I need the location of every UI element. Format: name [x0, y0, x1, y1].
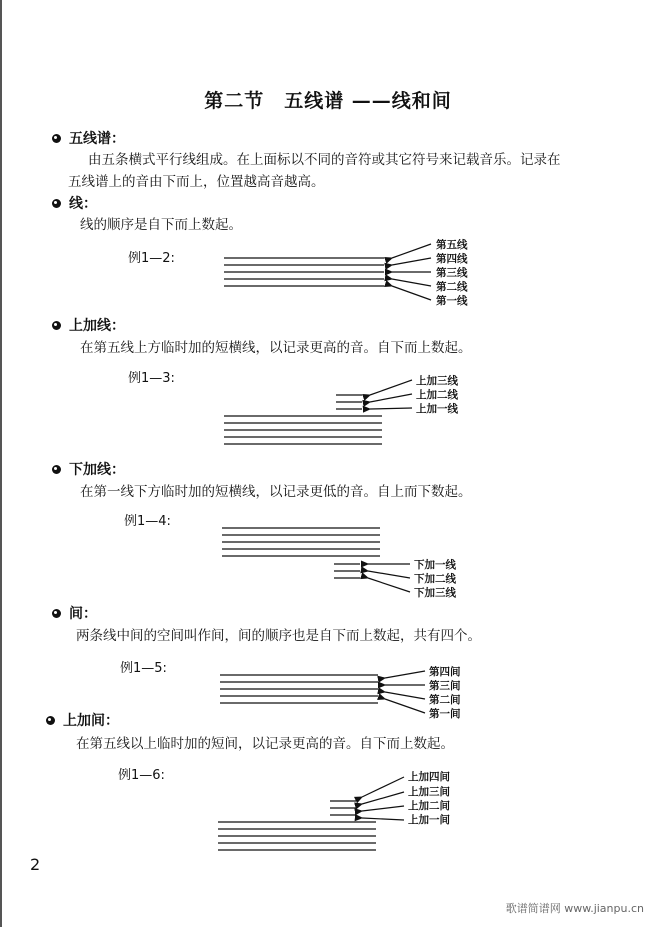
label-space-above-2: 上加二间 — [408, 800, 450, 812]
example-label-1-2: 例1—2: — [128, 251, 175, 266]
label-line-1: 第一线 — [436, 295, 468, 307]
para-spaces: 两条线中间的空间叫作间，间的顺序也是自下而上数起，共有四个。 — [76, 628, 481, 644]
label-ledger-below-3: 下加三线 — [414, 587, 456, 599]
label-space-above-1: 上加一间 — [408, 814, 450, 826]
label-space-1: 第一间 — [429, 708, 461, 720]
label-space-4: 第四间 — [429, 666, 461, 678]
label-space-3: 第三间 — [429, 680, 461, 692]
para-staff-line-2: 五线谱上的音由下而上，位置越高音越高。 — [68, 174, 325, 190]
staff-example-1-2 — [224, 244, 431, 300]
para-spaces-above: 在第五线以上临时加的短间，以记录更高的音。自下而上数起。 — [76, 736, 454, 752]
staff-example-1-3 — [224, 380, 412, 444]
heading-ledger-above: 上加线： — [69, 318, 125, 334]
heading-spaces: 间： — [69, 606, 97, 622]
label-space-2: 第二间 — [429, 694, 461, 706]
staff-example-1-6 — [218, 777, 404, 850]
label-space-above-3: 上加三间 — [408, 786, 450, 798]
example-label-1-4: 例1—4: — [124, 514, 171, 529]
label-ledger-below-2: 下加二线 — [414, 573, 456, 585]
heading-ledger-below: 下加线： — [69, 462, 125, 478]
heading-staff: 五线谱： — [69, 131, 125, 147]
label-line-2: 第二线 — [436, 281, 468, 293]
staff-example-1-5 — [220, 671, 425, 713]
label-ledger-above-1: 上加一线 — [416, 403, 458, 415]
example-label-1-3: 例1—3: — [128, 371, 175, 386]
para-lines: 线的顺序是自下而上数起。 — [80, 217, 242, 233]
heading-lines: 线： — [69, 196, 97, 212]
section-title: 第二节 五线谱 ——线和间 — [204, 90, 452, 112]
page-number: 2 — [30, 855, 41, 874]
para-staff-line-1: 由五条横式平行线组成。在上面标以不同的音符或其它符号来记载音乐。记录在 — [88, 152, 561, 168]
para-ledger-below: 在第一线下方临时加的短横线，以记录更低的音。自上而下数起。 — [80, 484, 472, 500]
example-label-1-5: 例1—5: — [120, 661, 167, 676]
label-ledger-above-2: 上加二线 — [416, 389, 458, 401]
label-line-5: 第五线 — [436, 239, 468, 251]
heading-spaces-above: 上加间： — [63, 713, 119, 729]
label-ledger-above-3: 上加三线 — [416, 375, 458, 387]
para-ledger-above: 在第五线上方临时加的短横线，以记录更高的音。自下而上数起。 — [80, 340, 472, 356]
watermark: 歌谱简谱网 www.jianpu.cn — [505, 902, 644, 915]
staff-example-1-4 — [222, 528, 410, 592]
example-label-1-6: 例1—6: — [118, 768, 165, 783]
label-line-3: 第三线 — [436, 267, 468, 279]
label-line-4: 第四线 — [436, 253, 468, 265]
label-ledger-below-1: 下加一线 — [414, 559, 456, 571]
label-space-above-4: 上加四间 — [408, 771, 450, 783]
